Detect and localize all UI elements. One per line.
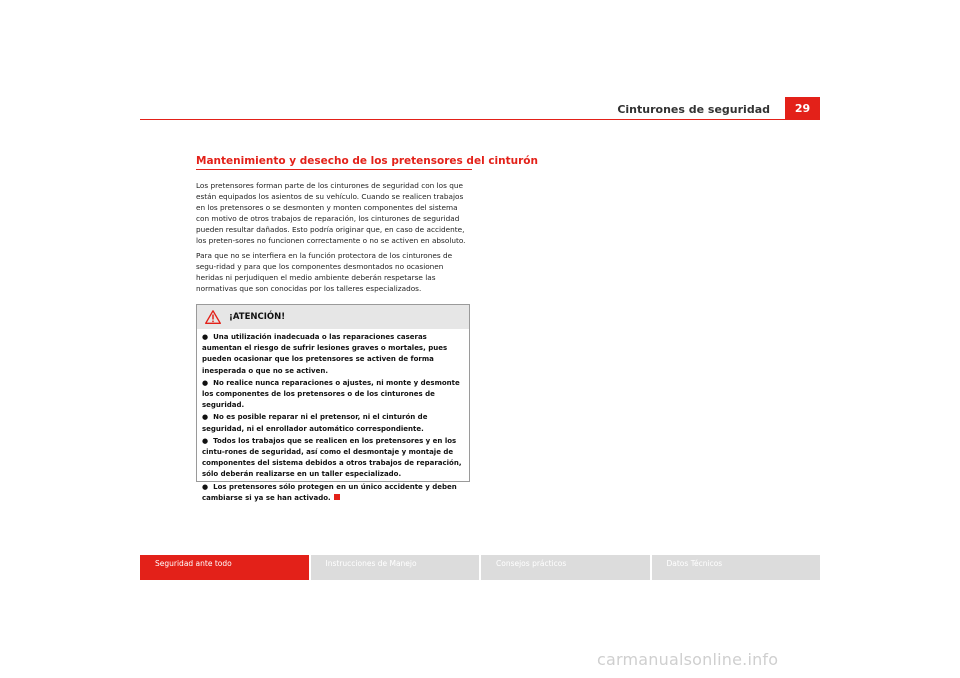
warning-list [197, 329, 469, 504]
warning-box [196, 304, 470, 502]
bullet-icon: ● [202, 378, 209, 387]
watermark: carmanualsonline.info [597, 650, 779, 669]
tab-datos-tecnicos[interactable]: Datos Técnicos [652, 555, 821, 580]
tab-seguridad[interactable]: Seguridad ante todo [140, 555, 309, 580]
warning-item-text: No realice nunca reparaciones o ajustes, ni monte y desmonte los componentes de los pretensores o de los cinturones de seguridad. [202, 378, 460, 410]
warning-item-text: Una utilización inadecuada o las reparaciones caseras aumentan el riesgo de sufrir lesiones graves o mortales, pues pueden ocasionar que los pretensores se activen de forma inesperada o que no se activen. [202, 333, 448, 375]
footer-nav [140, 555, 820, 580]
page-number: 29 [785, 97, 820, 119]
bullet-icon: ● [202, 333, 209, 341]
warning-item [202, 378, 464, 412]
warning-header [197, 305, 469, 329]
warning-triangle-icon [205, 310, 221, 324]
warning-title: ¡ATENCIÓN! [229, 312, 286, 322]
warning-item-text: Los pretensores sólo protegen en un único accidente y deben cambiarse si ya se han activado. [202, 482, 457, 502]
bullet-icon: ● [202, 436, 209, 445]
warning-item [202, 482, 464, 504]
warning-item [202, 332, 464, 377]
warning-item-text: No es posible reparar ni el pretensor, ni el cinturón de seguridad, ni el enrollador automático correspondiente. [202, 413, 428, 433]
body-paragraph-1: Los pretensores forman parte de los cinturones de seguridad con los que están equipados los asientos de su vehículo. Cuando se realicen trabajos en los pretensores o se desmonten y monten componentes del sistema con motivo de otros trabajos de reparación, los cinturones de seguridad pueden resultar dañados. Esto podría originar que, en caso de accidente, los preten-sores no funcionen correctamente o no se activen en absoluto. [196, 181, 466, 245]
bullet-icon: ● [202, 413, 209, 422]
section-end-icon [334, 494, 340, 500]
warning-item [202, 412, 464, 434]
tab-instrucciones[interactable]: Instrucciones de Manejo [311, 555, 480, 580]
tab-consejos[interactable]: Consejos prácticos [481, 555, 650, 580]
warning-item-text: Todos los trabajos que se realicen en los pretensores y en los cintu-rones de seguridad, así como el desmontaje y montaje de componentes del sistema debidos a otros trabajos de reparación, sólo deberán realizarse en un taller especializado. [202, 436, 462, 479]
header-title: Cinturones de seguridad [617, 103, 770, 116]
warning-item [202, 436, 464, 481]
body-paragraph-2: Para que no se interfiera en la función protectora de los cinturones de segu-ridad y para que los componentes desmontados no ocasionen heridas ni perjudiquen el medio ambiente deberán respetarse las normativas que son conocidas por los talleres especializados. [196, 251, 453, 293]
section-title: Mantenimiento y desecho de los pretensores del cinturón [196, 155, 472, 170]
bullet-icon: ● [202, 482, 209, 491]
header-rule [140, 119, 820, 120]
